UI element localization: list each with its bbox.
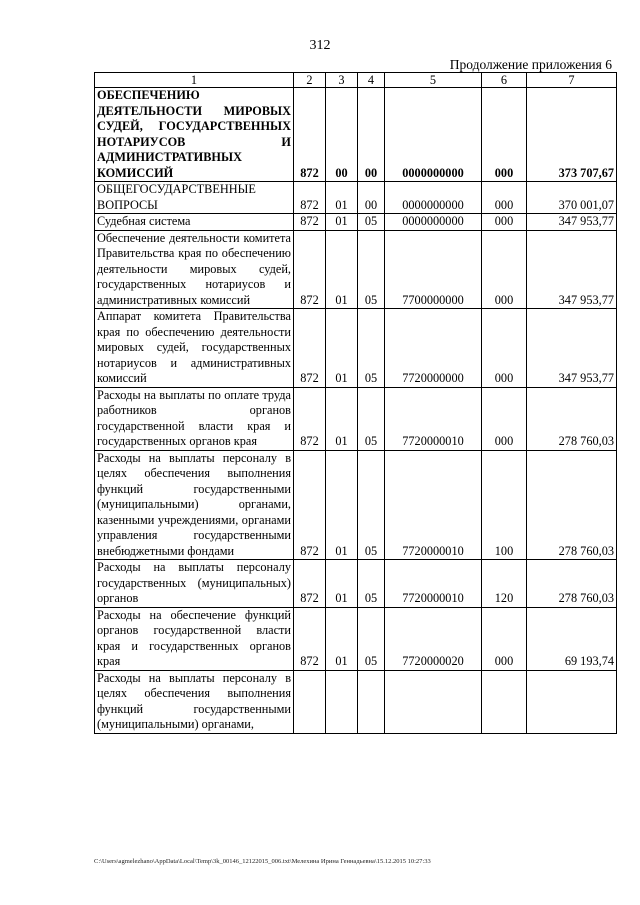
row-target-article: 0000000000 xyxy=(385,214,482,231)
row-target-article: 7720000010 xyxy=(385,387,482,450)
header-col-4: 4 xyxy=(358,73,385,88)
row-section: 01 xyxy=(326,309,358,388)
row-expense-type: 000 xyxy=(482,607,527,670)
row-target-article: 0000000000 xyxy=(385,88,482,182)
row-name: Расходы на выплаты персоналу государственных (муниципальных) органов xyxy=(95,560,294,608)
row-ministry-code: 872 xyxy=(294,607,326,670)
row-amount: 278 760,03 xyxy=(527,450,617,560)
row-ministry-code xyxy=(294,670,326,733)
table-row xyxy=(95,230,617,309)
row-name: Расходы на обеспечение функций органов государственной власти края и государственных органов края xyxy=(95,607,294,670)
row-expense-type: 000 xyxy=(482,182,527,214)
row-target-article: 7720000010 xyxy=(385,560,482,608)
row-ministry-code: 872 xyxy=(294,309,326,388)
row-ministry-code: 872 xyxy=(294,560,326,608)
row-ministry-code: 872 xyxy=(294,88,326,182)
row-subsection: 05 xyxy=(358,214,385,231)
row-amount: 347 953,77 xyxy=(527,214,617,231)
row-section xyxy=(326,670,358,733)
row-ministry-code: 872 xyxy=(294,214,326,231)
row-section: 00 xyxy=(326,88,358,182)
row-target-article: 7720000000 xyxy=(385,309,482,388)
table-row xyxy=(95,607,617,670)
header-col-1: 1 xyxy=(95,73,294,88)
table-row xyxy=(95,560,617,608)
row-ministry-code: 872 xyxy=(294,182,326,214)
file-path-footer: C:\Users\agmelezhano\AppData\Local\Temp\3k_00146_12122015_006.txt\Мелехина Ирина Геннадьевна\15.12.2015 10:27:33 xyxy=(94,858,431,865)
row-amount: 69 193,74 xyxy=(527,607,617,670)
row-amount: 347 953,77 xyxy=(527,230,617,309)
row-section: 01 xyxy=(326,387,358,450)
row-expense-type: 000 xyxy=(482,230,527,309)
row-subsection: 05 xyxy=(358,387,385,450)
row-name: Аппарат комитета Правительства края по обеспечению деятельности мировых судей, государственных нотариусов и административных комиссий xyxy=(95,309,294,388)
continuation-label: Продолжение приложения 6 xyxy=(449,57,612,72)
header-col-5: 5 xyxy=(385,73,482,88)
row-expense-type: 000 xyxy=(482,387,527,450)
row-subsection: 05 xyxy=(358,450,385,560)
table-row xyxy=(95,214,617,231)
row-amount: 347 953,77 xyxy=(527,309,617,388)
row-section: 01 xyxy=(326,450,358,560)
row-section: 01 xyxy=(326,560,358,608)
page-number: 312 xyxy=(309,38,331,53)
row-section: 01 xyxy=(326,230,358,309)
row-name: ОБЩЕГОСУДАРСТВЕННЫЕ ВОПРОСЫ xyxy=(95,182,294,214)
header-col-6: 6 xyxy=(482,73,527,88)
row-target-article: 7720000010 xyxy=(385,450,482,560)
row-section: 01 xyxy=(326,182,358,214)
row-ministry-code: 872 xyxy=(294,450,326,560)
row-amount: 278 760,03 xyxy=(527,387,617,450)
row-ministry-code: 872 xyxy=(294,230,326,309)
row-expense-type xyxy=(482,670,527,733)
row-subsection: 05 xyxy=(358,230,385,309)
header-col-3: 3 xyxy=(326,73,358,88)
table-row xyxy=(95,309,617,388)
row-name: Расходы на выплаты персоналу в целях обеспечения выполнения функций государственными (муниципальными) органами, казенными учреждениями, органами управления государственными внебюджетными фондами xyxy=(95,450,294,560)
row-name: Расходы на выплаты персоналу в целях обеспечения выполнения функций государственными (муниципальными) органами, xyxy=(95,670,294,733)
row-subsection: 00 xyxy=(358,88,385,182)
budget-table xyxy=(94,72,617,734)
row-expense-type: 000 xyxy=(482,309,527,388)
table-row xyxy=(95,387,617,450)
table-header-row xyxy=(95,73,617,88)
header-col-7: 7 xyxy=(527,73,617,88)
row-subsection: 05 xyxy=(358,560,385,608)
row-section: 01 xyxy=(326,607,358,670)
row-target-article: 0000000000 xyxy=(385,182,482,214)
row-expense-type: 100 xyxy=(482,450,527,560)
table-row xyxy=(95,670,617,733)
row-target-article: 7700000000 xyxy=(385,230,482,309)
row-name: Обеспечение деятельности комитета Правительства края по обеспечению деятельности мировых судей, государственных нотариусов и административных комиссий xyxy=(95,230,294,309)
row-subsection: 00 xyxy=(358,182,385,214)
table-row xyxy=(95,88,617,182)
row-expense-type: 000 xyxy=(482,88,527,182)
row-name: Судебная система xyxy=(95,214,294,231)
row-target-article: 7720000020 xyxy=(385,607,482,670)
row-target-article xyxy=(385,670,482,733)
row-amount: 370 001,07 xyxy=(527,182,617,214)
row-section: 01 xyxy=(326,214,358,231)
row-expense-type: 120 xyxy=(482,560,527,608)
table-row xyxy=(95,450,617,560)
row-subsection xyxy=(358,670,385,733)
row-amount: 373 707,67 xyxy=(527,88,617,182)
row-name: Расходы на выплаты по оплате труда работников органов государственной власти края и государственных органов края xyxy=(95,387,294,450)
row-expense-type: 000 xyxy=(482,214,527,231)
header-col-2: 2 xyxy=(294,73,326,88)
row-name: ОБЕСПЕЧЕНИЮ ДЕЯТЕЛЬНОСТИ МИРОВЫХ СУДЕЙ, ГОСУДАРСТВЕННЫХ НОТАРИУСОВ И АДМИНИСТРАТИВНЫХ КОМИССИЙ xyxy=(95,88,294,182)
row-ministry-code: 872 xyxy=(294,387,326,450)
row-amount xyxy=(527,670,617,733)
row-subsection: 05 xyxy=(358,309,385,388)
row-subsection: 05 xyxy=(358,607,385,670)
row-amount: 278 760,03 xyxy=(527,560,617,608)
table-row xyxy=(95,182,617,214)
